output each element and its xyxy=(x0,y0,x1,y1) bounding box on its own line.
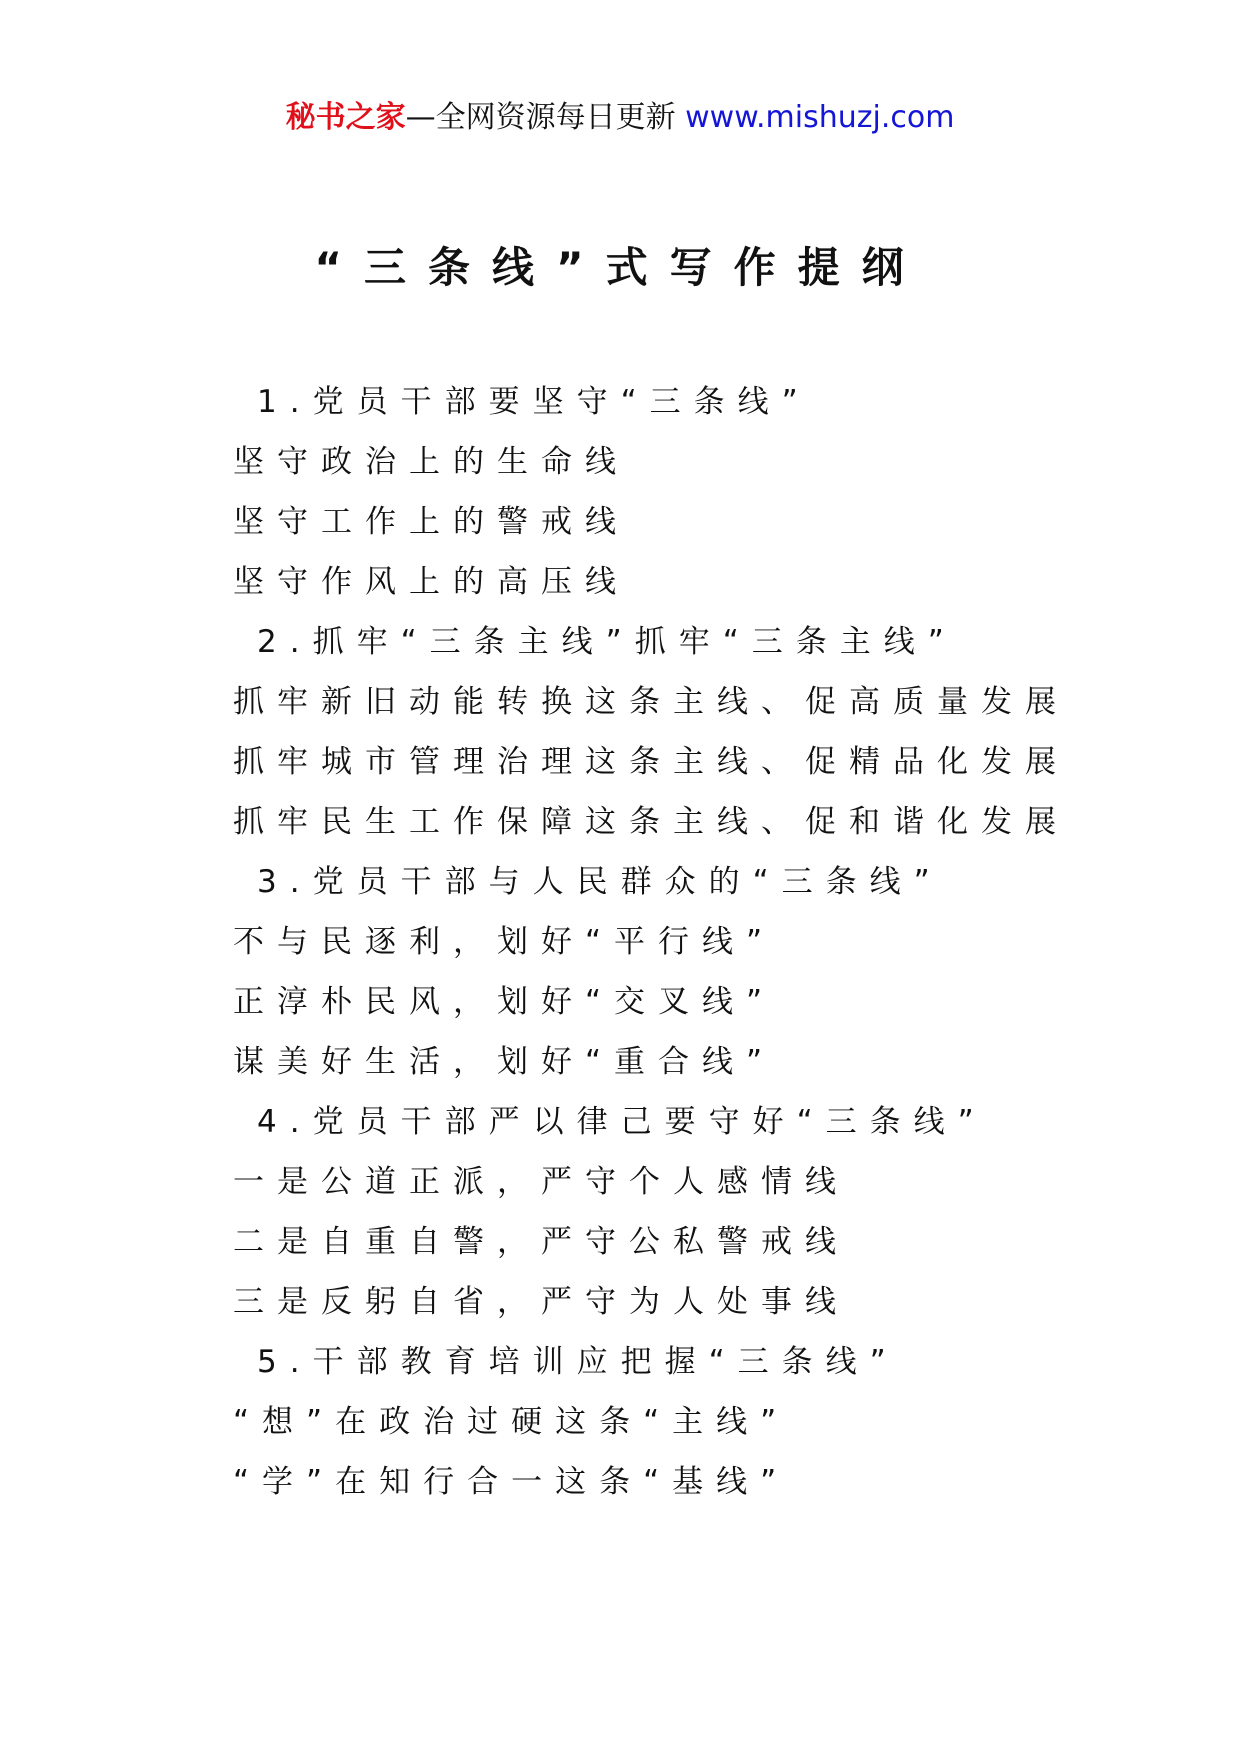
outline-body xyxy=(233,372,1133,1512)
outline-line: 不与民逐利，划好“平行线” xyxy=(233,924,776,960)
outline-heading-1: 1.党员干部要坚守“三条线” xyxy=(257,384,811,420)
outline-line: “想”在政治过硬这条“主线” xyxy=(233,1404,790,1440)
outline-heading-3: 3.党员干部与人民群众的“三条线” xyxy=(257,864,943,900)
site-url-link[interactable]: www.mishuzj.com xyxy=(685,100,955,135)
outline-heading-5: 5.干部教育培训应把握“三条线” xyxy=(257,1344,899,1380)
site-header xyxy=(0,98,1240,138)
outline-line: 三是反躬自省，严守为人处事线 xyxy=(233,1284,849,1320)
outline-line: 坚守作风上的高压线 xyxy=(233,564,629,600)
outline-line: 抓牢民生工作保障这条主线、促和谐化发展 xyxy=(233,804,1069,840)
outline-line: 坚守政治上的生命线 xyxy=(233,444,629,480)
outline-line: 谋美好生活，划好“重合线” xyxy=(233,1044,776,1080)
outline-heading-4: 4.党员干部严以律己要守好“三条线” xyxy=(257,1104,987,1140)
outline-line: 一是公道正派，严守个人感情线 xyxy=(233,1164,849,1200)
outline-line: 抓牢城市管理治理这条主线、促精品化发展 xyxy=(233,744,1069,780)
outline-line: 坚守工作上的警戒线 xyxy=(233,504,629,540)
outline-heading-2: 2.抓牢“三条主线”抓牢“三条主线” xyxy=(257,624,957,660)
document-title: “三条线”式写作提纲 xyxy=(314,243,926,292)
site-brand: 秘书之家 xyxy=(285,100,406,135)
outline-line: “学”在知行合一这条“基线” xyxy=(233,1464,790,1500)
site-tagline: —全网资源每日更新 xyxy=(405,100,686,135)
outline-line: 抓牢新旧动能转换这条主线、促高质量发展 xyxy=(233,684,1069,720)
outline-line: 二是自重自警，严守公私警戒线 xyxy=(233,1224,849,1260)
outline-line: 正淳朴民风，划好“交叉线” xyxy=(233,984,776,1020)
